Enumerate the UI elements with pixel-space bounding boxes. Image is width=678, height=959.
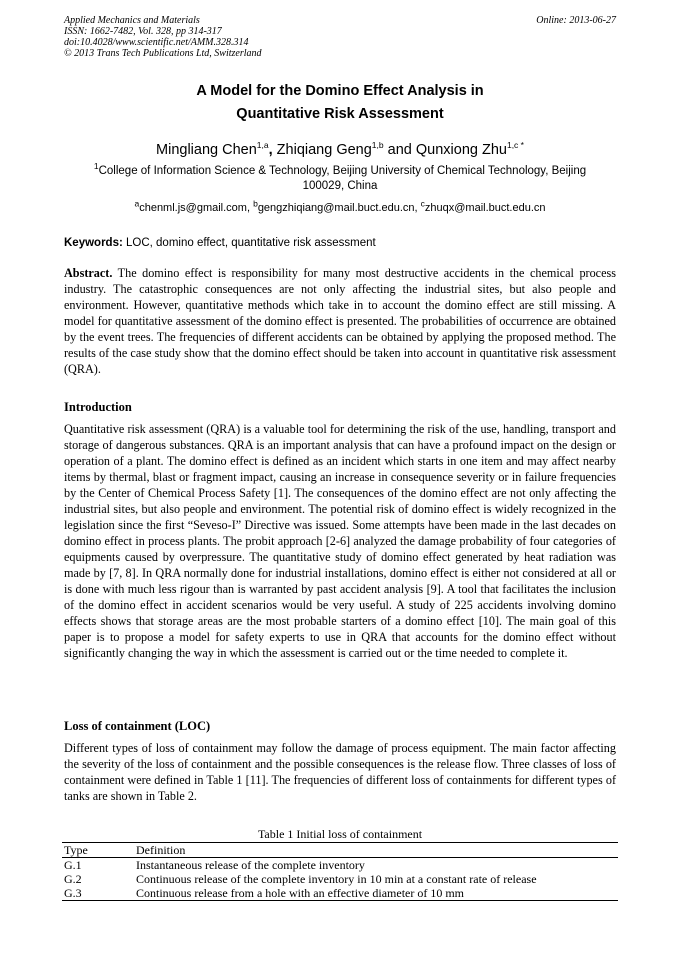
title-line-2: Quantitative Risk Assessment <box>236 106 444 122</box>
online-date: Online: 2013-06-27 <box>536 15 616 26</box>
journal-doi: doi:10.4028/www.scientific.net/AMM.328.314 <box>64 37 249 48</box>
affiliation <box>64 161 616 194</box>
loc-table <box>62 842 618 901</box>
journal-issn: ISSN: 1662-7482, Vol. 328, pp 314-317 <box>64 26 222 37</box>
keywords-text: LOC, domino effect, quantitative risk assessment <box>122 237 376 249</box>
author-name: Mingliang Chen <box>156 142 257 158</box>
table-header-row <box>62 843 618 858</box>
author-name: Qunxiong Zhu <box>415 142 507 158</box>
table-cell-definition: Instantaneous release of the complete inventory <box>136 858 365 872</box>
table-cell-definition: Continuous release of the complete inventory in 10 min at a constant rate of release <box>136 872 537 886</box>
journal-header <box>64 15 616 59</box>
table-row <box>62 858 618 873</box>
email-sup: c <box>420 198 425 209</box>
journal-name: Applied Mechanics and Materials <box>64 15 200 26</box>
keywords <box>64 236 616 250</box>
journal-copyright: © 2013 Trans Tech Publications Ltd, Switzerland <box>64 48 262 59</box>
title-line-1: A Model for the Domino Effect Analysis in <box>196 83 484 99</box>
table-cell-type: G.2 <box>64 872 82 886</box>
abstract-text: The domino effect is responsibility for many most destructive accidents in the chemical process industry. The catastrophic consequences are not only affecting the industrial sites, but also people and environment. However, quantitative methods which take in to account the domino effect are still missing. A model for quantitative assessment of the domino effect is presented. The probabilities of occurrence are obtained by the event trees. The frequencies of different accidents can be obtained by applying the proposed method. The results of the case study show that the domino effect should be taken into account in quantitative risk assessment (QRA). <box>64 266 616 376</box>
paper-title <box>64 80 616 126</box>
author-affil-sup: 1,c * <box>506 140 524 151</box>
affiliation-line-1: College of Information Science & Technology, Beijing University of Chemical Technology, Beijing <box>98 165 587 177</box>
email-sup: b <box>253 198 258 209</box>
author-name: Zhiqiang Geng <box>276 142 372 158</box>
table-row <box>62 886 618 901</box>
introduction-heading: Introduction <box>64 400 132 414</box>
loc-paragraph: Different types of loss of containment may follow the damage of process equipment. The main factor affecting the severity of the loss of containment and the possible consequences is the release flow. Three classes of loss of containment were defined in Table 1 [11]. The frequencies of different loss of containments for different types of tanks are shown in Table 2. <box>64 741 616 803</box>
affiliation-line-2: 100029, China <box>302 180 378 192</box>
abstract-label: Abstract. <box>64 266 113 280</box>
email-link: gengzhiqiang@mail.buct.edu.cn, <box>257 202 421 214</box>
table-header-type: Type <box>64 843 88 857</box>
email-link: chenml.js@gmail.com, <box>139 202 254 214</box>
table-header-definition: Definition <box>136 843 186 857</box>
table-cell-definition: Continuous release from a hole with an effective diameter of 10 mm <box>136 886 465 900</box>
table-cell-type: G.1 <box>64 858 82 872</box>
loc-heading: Loss of containment (LOC) <box>64 719 211 733</box>
table-row <box>62 872 618 886</box>
author-affil-sup: 1,b <box>371 140 384 151</box>
email-link: zhuqx@mail.buct.edu.cn <box>424 202 546 214</box>
keywords-label: Keywords: <box>64 237 123 249</box>
email-list <box>64 198 616 215</box>
introduction-paragraph: Quantitative risk assessment (QRA) is a valuable tool for determining the risk of the use, handling, transport and storage of dangerous substances. QRA is an important analysis that can have a profound impact on the design or operation of a plant. The domino effect is defined as an incident which starts in one item and may affect nearby items by thermal, blast or fragment impact, causing an increase in consequence severity or in failure frequencies by the Center of Chemical Process Safety [1]. The consequences of the domino effect are not only affecting the industrial sites, but also people and environment. The potential risk of domino effect is widely recognized in the legislation since the first “Seveso-I” Directive was issued. Some attempts have been made in the last decades on domino effect in process plants. The probit approach [2-6] analyzed the damage probability of four categories of equipments caused by overpressure. The quantitative study of domino effect generated by heat radiation was made by [7, 8]. In QRA normally done for industrial installations, domino effect is either not considered at all or is done with much less rigour than is warranted by past accident analysis [9]. A tool that facilitates the inclusion of the domino effect in accident scenarios would be very useful. A study of 225 accidents involving domino effects shows that storage areas are the most probable starters of a domino effect [10]. The main goal of this paper is to propose a model for safety experts to use in QRA that accounts for the domino effect without significantly changing the way in which the assessment is carried out or the time needed to complete it. <box>64 422 616 660</box>
author-list <box>64 140 616 160</box>
abstract-paragraph <box>64 265 616 377</box>
author-affil-sup: 1,a <box>256 140 269 151</box>
author-separator: and <box>383 142 416 158</box>
table-caption: Table 1 Initial loss of containment <box>257 827 423 841</box>
affiliation-sup: 1 <box>93 161 99 172</box>
author-separator: , <box>268 142 277 158</box>
table-cell-type: G.3 <box>64 886 82 900</box>
email-sup: a <box>134 198 140 209</box>
